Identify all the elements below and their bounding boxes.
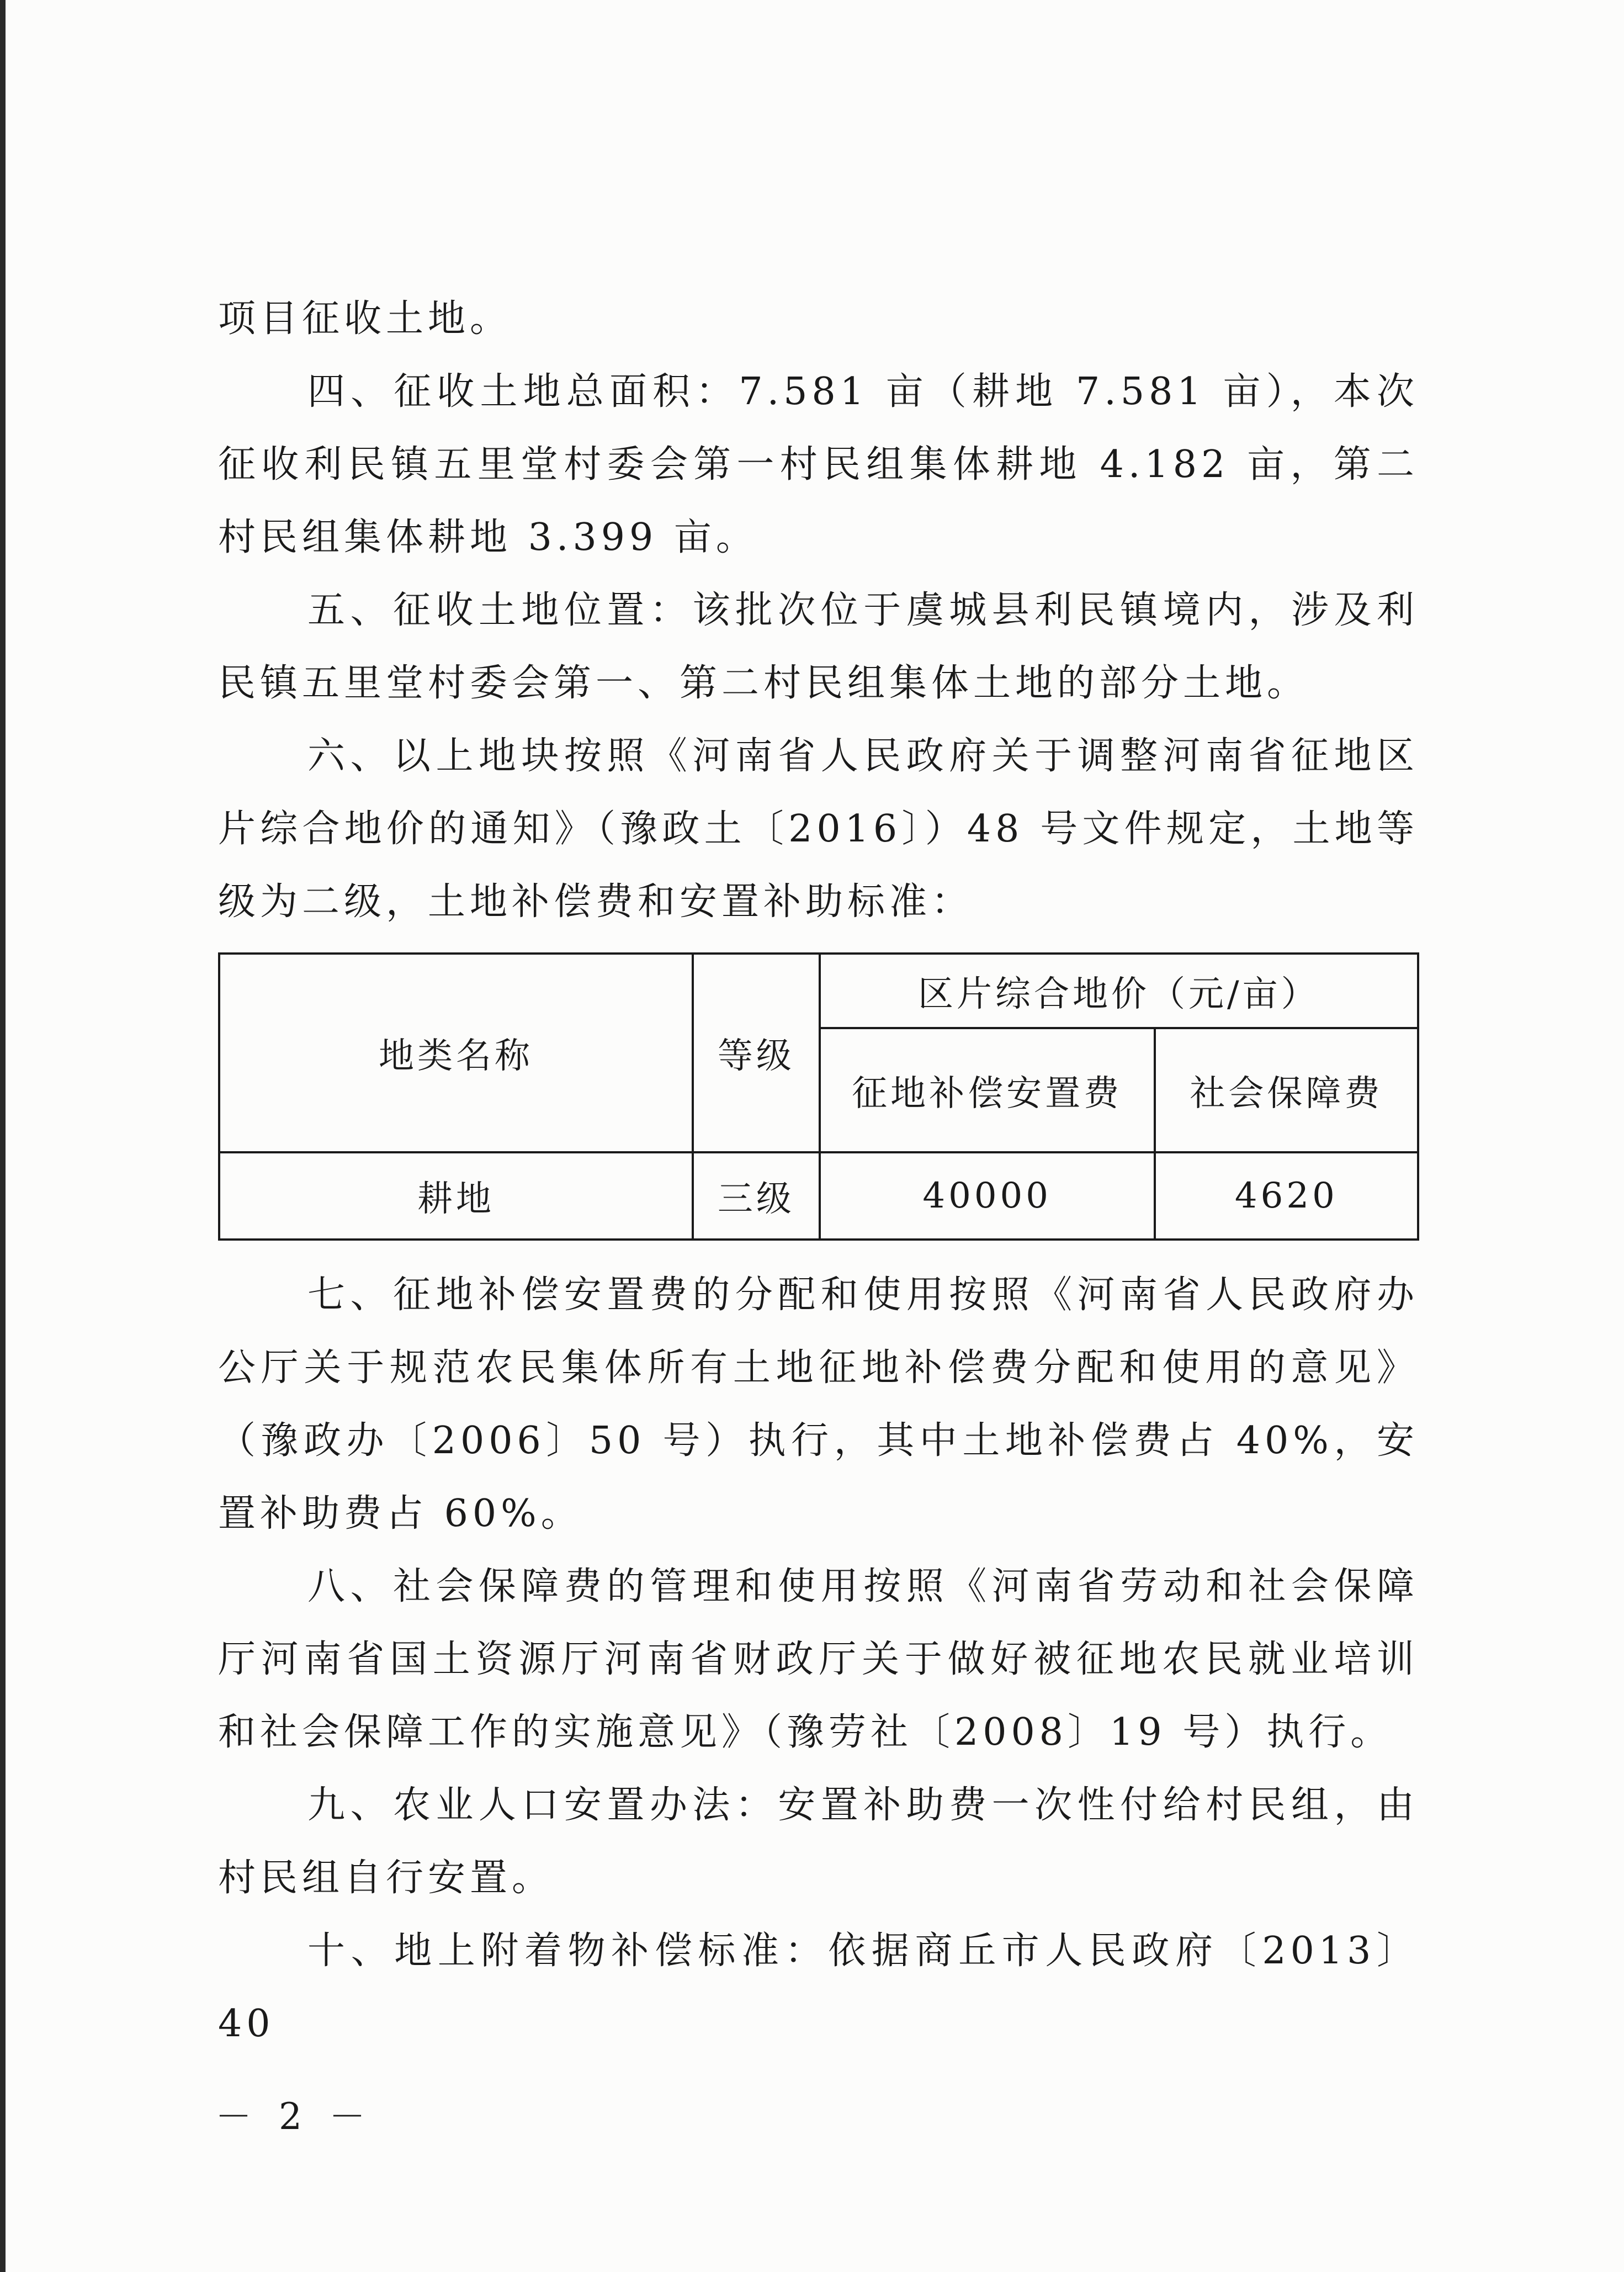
body-text-top	[218, 283, 1419, 939]
cell-land-type: 耕地	[219, 1152, 693, 1240]
paragraph-section-9: 九、农业人口安置办法：安置补助费一次性付给村民组，由村民组自行安置。	[218, 1783, 1419, 1900]
paragraph-section-4: 四、征收土地总面积：7.581 亩（耕地 7.581 亩），本次征收利民镇五里堂村委会第一村民组集体耕地 4.182 亩，第二村民组集体耕地 3.399 亩。	[218, 370, 1419, 559]
cell-social-security: 4620	[1155, 1152, 1418, 1240]
header-social-security: 社会保障费	[1155, 1028, 1418, 1152]
page-number: － 2 －	[215, 2095, 373, 2138]
paragraph-section-10: 十、地上附着物补偿标准：依据商丘市人民政府〔2013〕40	[218, 1929, 1419, 2046]
header-price-group: 区片综合地价（元/亩）	[820, 954, 1418, 1028]
body-text-bottom	[218, 1259, 1419, 2061]
paragraph-section-6: 六、以上地块按照《河南省人民政府关于调整河南省征地区片综合地价的通知》（豫政土〔2016〕）48 号文件规定，土地等级为二级，土地补偿费和安置补助标准：	[218, 734, 1419, 924]
header-land-type: 地类名称	[219, 954, 693, 1152]
cell-compensation: 40000	[820, 1152, 1155, 1240]
header-grade: 等级	[693, 954, 820, 1152]
paragraph-continuation: 项目征收土地。	[218, 297, 512, 341]
paragraph-section-7: 七、征地补偿安置费的分配和使用按照《河南省人民政府办公厅关于规范农民集体所有土地征地补偿费分配和使用的意见》（豫政办〔2006〕50 号）执行，其中土地补偿费占 40%，安置补助费占 60%。	[218, 1273, 1419, 1535]
cell-grade: 三级	[693, 1152, 820, 1240]
paragraph-section-8: 八、社会保障费的管理和使用按照《河南省劳动和社会保障厅河南省国土资源厅河南省财政厅关于做好被征地农民就业培训和社会保障工作的实施意见》（豫劳社〔2008〕19 号）执行。	[218, 1565, 1419, 1754]
paragraph-section-5: 五、征收土地位置：该批次位于虞城县利民镇境内，涉及利民镇五里堂村委会第一、第二村民组集体土地的部分土地。	[218, 589, 1419, 705]
land-price-table	[218, 952, 1419, 1241]
header-compensation: 征地补偿安置费	[820, 1028, 1155, 1152]
